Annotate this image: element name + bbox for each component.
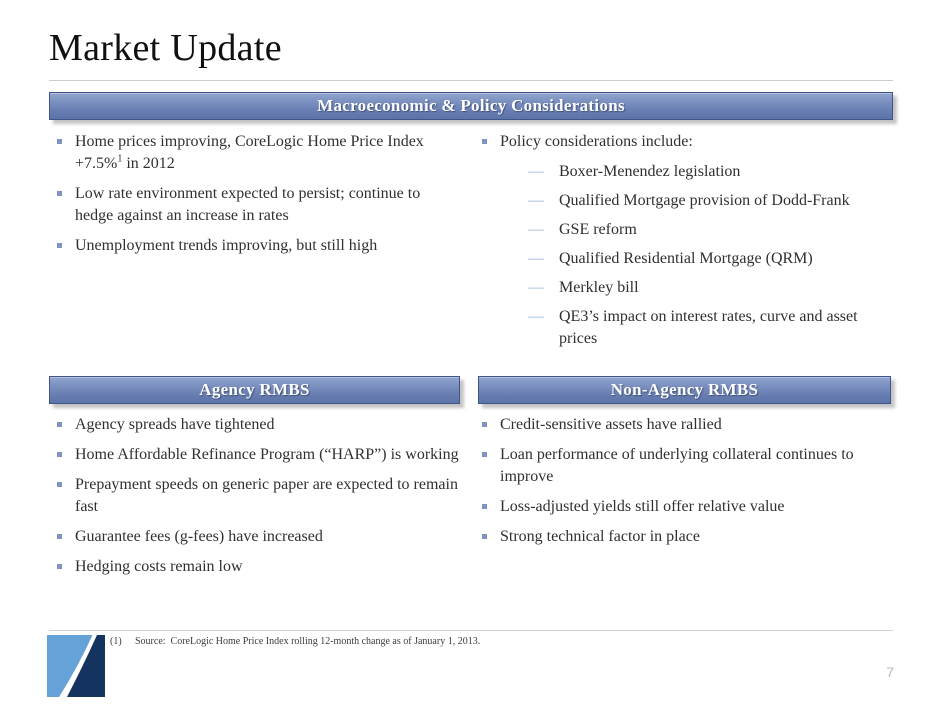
bullet-text: Home prices improving, CoreLogic Home Price Index +7.5%$^1$ in 2012 (75, 133, 424, 172)
sub-bullet-text: Merkley bill (559, 279, 639, 296)
bullet-item (49, 526, 461, 548)
sub-bullet-item (528, 190, 893, 212)
bullet-text: Policy considerations include: (500, 133, 693, 150)
macro-left-bullet-list (49, 131, 461, 357)
bullet-item (478, 131, 893, 153)
sub-bullet-item (528, 161, 893, 183)
square-bullet-icon (57, 243, 62, 248)
dash-bullet-icon: — (528, 163, 544, 180)
square-bullet-icon (482, 452, 487, 457)
footer-divider (49, 630, 893, 631)
bullet-text: Prepayment speeds on generic paper are expected to remain fast (75, 476, 458, 515)
macro-section-header-bar (49, 92, 893, 120)
bullet-text: Hedging costs remain low (75, 558, 243, 575)
bullet-text: Home Affordable Refinance Program (“HARP”) is working (75, 446, 459, 463)
bullet-text: Loan performance of underlying collateral continues to improve (500, 446, 854, 485)
dash-bullet-icon: — (528, 279, 544, 296)
macro-section-header-label: Macroeconomic & Policy Considerations (317, 96, 625, 115)
square-bullet-icon (57, 564, 62, 569)
agency-bullet-list (49, 414, 461, 586)
bullet-text: Strong technical factor in place (500, 528, 700, 545)
bullet-text: Agency spreads have tightened (75, 416, 275, 433)
dash-bullet-icon: — (528, 192, 544, 209)
sub-bullet-text: Qualified Mortgage provision of Dodd-Frank (559, 192, 850, 209)
policy-sub-bullet-list (478, 161, 893, 350)
bullet-text: Guarantee fees (g-fees) have increased (75, 528, 323, 545)
footnote (110, 636, 710, 647)
footnote-text: Source: CoreLogic Home Price Index rolling 12-month change as of January 1, 2013. (135, 636, 481, 647)
bullet-item (49, 444, 461, 466)
nonagency-section-header-bar (478, 376, 891, 404)
bullet-item (478, 496, 893, 518)
dash-bullet-icon: — (528, 250, 544, 267)
page-number: 7 (886, 664, 894, 680)
bullet-item (49, 474, 461, 518)
footnote-marker: (1) (110, 636, 122, 647)
square-bullet-icon (482, 504, 487, 509)
bullet-text: Loss-adjusted yields still offer relative value (500, 498, 785, 515)
sub-bullet-item (528, 306, 893, 350)
sub-bullet-item (528, 248, 893, 270)
bullet-item (478, 444, 893, 488)
sub-bullet-text: QE3’s impact on interest rates, curve and asset prices (559, 308, 858, 347)
square-bullet-icon (57, 452, 62, 457)
agency-section-header-label: Agency RMBS (199, 380, 310, 399)
sub-bullet-text: GSE reform (559, 221, 637, 238)
square-bullet-icon (57, 191, 62, 196)
sub-bullet-item (528, 219, 893, 241)
sub-bullet-item (528, 277, 893, 299)
policy-intro-list (478, 131, 893, 153)
square-bullet-icon (57, 534, 62, 539)
bullet-item (49, 414, 461, 436)
nonagency-section-header-label: Non-Agency RMBS (610, 380, 759, 399)
macro-right-column (478, 131, 893, 357)
sub-bullet-text: Boxer-Menendez legislation (559, 163, 741, 180)
dash-bullet-icon: — (528, 221, 544, 238)
page-title: Market Update (49, 27, 282, 69)
footnote-ref-superscript: 1 (117, 153, 123, 165)
macro-columns (49, 131, 893, 357)
title-divider (49, 80, 893, 81)
bullet-item (49, 235, 461, 257)
bullet-item (478, 526, 893, 548)
dash-bullet-icon: — (528, 308, 544, 325)
nonagency-bullet-list (478, 414, 893, 586)
bullet-item (49, 183, 461, 227)
two-tone-swoosh-logo (47, 635, 105, 697)
square-bullet-icon (482, 534, 487, 539)
square-bullet-icon (482, 139, 487, 144)
square-bullet-icon (57, 139, 62, 144)
bullet-text: Unemployment trends improving, but still high (75, 237, 378, 254)
bullet-item (49, 131, 461, 175)
square-bullet-icon (482, 422, 487, 427)
bullet-item (49, 556, 461, 578)
sub-bullet-text: Qualified Residential Mortgage (QRM) (559, 250, 813, 267)
bullet-item (478, 414, 893, 436)
square-bullet-icon (57, 422, 62, 427)
agency-section-header-bar (49, 376, 460, 404)
square-bullet-icon (57, 482, 62, 487)
bullet-text: Credit-sensitive assets have rallied (500, 416, 722, 433)
bullet-text: Low rate environment expected to persist; continue to hedge against an increase in rates (75, 185, 421, 224)
rmbs-columns (49, 414, 893, 586)
